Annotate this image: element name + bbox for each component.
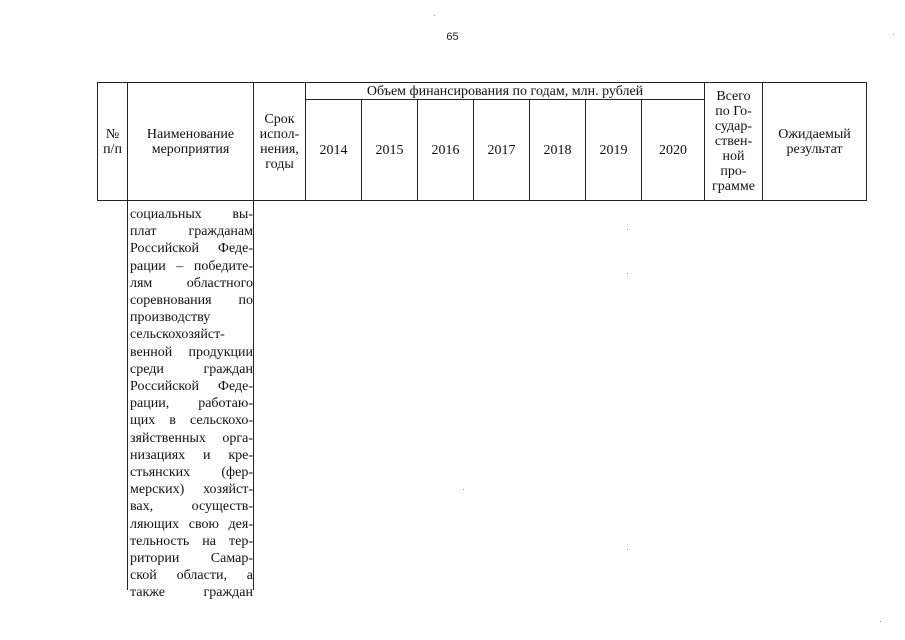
header-result: Ожидаемый результат xyxy=(778,126,851,157)
text-line: щих в сельскохо- xyxy=(130,413,253,429)
text-line: соревнования по xyxy=(130,293,253,309)
scan-speck xyxy=(627,273,628,274)
text-line: сельскохозяйст- xyxy=(130,327,225,343)
scan-speck xyxy=(893,34,894,35)
text-line: стьянских (фер- xyxy=(130,465,253,481)
text-line: зяйственных орга- xyxy=(130,430,253,446)
name-column-right-border xyxy=(253,200,254,590)
text-line: плат гражданам xyxy=(130,224,253,240)
header-year: 2019 xyxy=(599,142,628,158)
text-line: социальных вы- xyxy=(130,207,253,222)
header-term: Срок испол- нения, годы xyxy=(259,111,300,172)
scan-speck xyxy=(434,15,435,16)
text-line: низациях и кре- xyxy=(130,447,253,463)
text-line: также граждан xyxy=(130,585,253,601)
header-year: 2020 xyxy=(659,142,687,158)
header-year: 2016 xyxy=(431,142,460,158)
text-line: рации, работаю- xyxy=(130,396,253,412)
scan-speck xyxy=(627,229,628,230)
header-year: 2018 xyxy=(543,142,572,158)
text-line: производству xyxy=(130,310,211,326)
header-year: 2014 xyxy=(319,142,348,158)
text-line: среди граждан xyxy=(130,361,253,377)
text-line: лям областного xyxy=(130,275,253,291)
page-number: 65 xyxy=(446,31,459,43)
text-line: мерских) хозяйст- xyxy=(130,482,253,498)
header-number: № п/п xyxy=(103,126,122,157)
header-name: Наименование мероприятия xyxy=(146,126,235,157)
header-year: 2015 xyxy=(375,142,404,158)
text-line: ритории Самар- xyxy=(130,551,253,567)
text-line: Российской Феде- xyxy=(130,379,253,395)
text-line: рации – победите- xyxy=(130,258,253,274)
scan-speck xyxy=(627,549,628,550)
activity-name-continuation xyxy=(130,206,253,602)
header-year: 2017 xyxy=(487,142,516,158)
name-column-left-border xyxy=(127,200,128,590)
scan-speck xyxy=(880,621,881,622)
text-line: ской области, а xyxy=(130,568,253,584)
text-line: вах, осуществ- xyxy=(130,499,253,515)
text-line: ляющих свою дея- xyxy=(130,516,253,532)
scan-speck xyxy=(463,489,464,490)
header-total: Всего по Го- судар- ствен- ной про- грамме xyxy=(712,89,755,194)
table-header-bottom-border xyxy=(97,200,867,201)
header-funding-title: Объем финансирования по годам, млн. рублей xyxy=(366,83,644,99)
text-line: Российской Феде- xyxy=(130,241,253,257)
table-right-border xyxy=(866,82,867,201)
text-line: тельность на тер- xyxy=(130,533,253,549)
text-line: венной продукции xyxy=(130,344,253,360)
